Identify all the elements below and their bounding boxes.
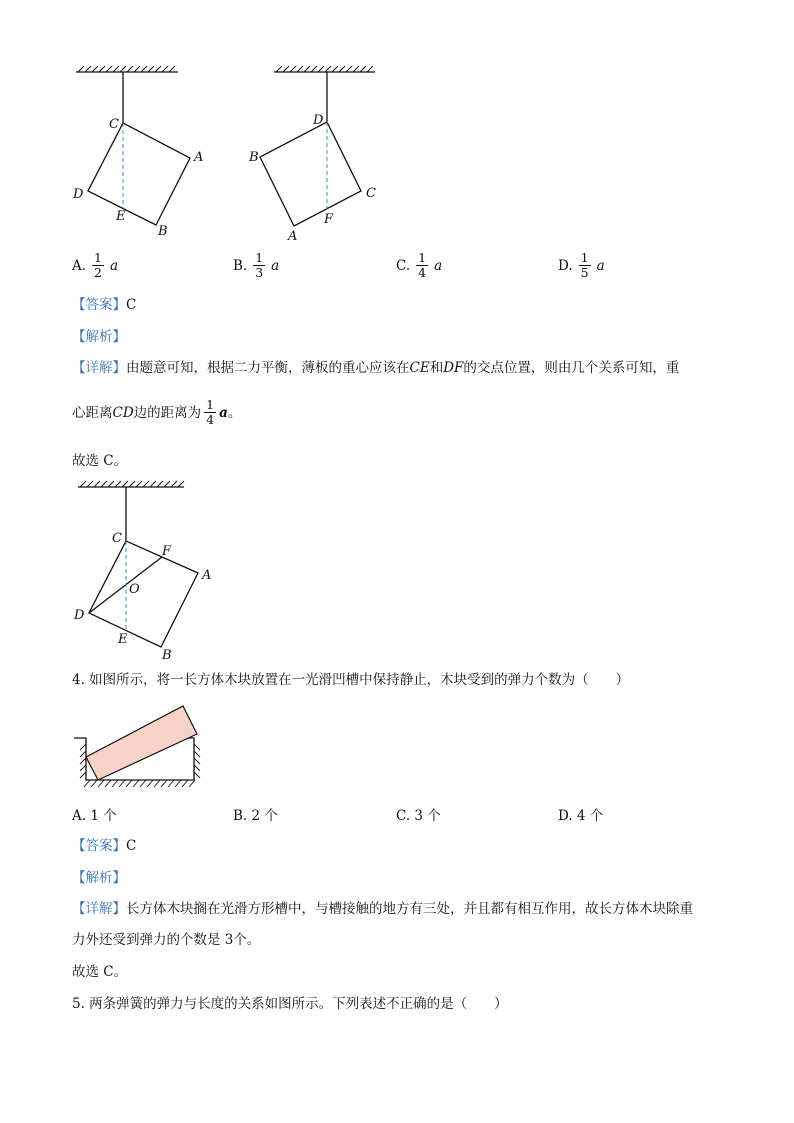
answer-value: C: [126, 297, 137, 313]
answer-tag: 【答案】: [72, 297, 126, 313]
label-e: E: [118, 632, 128, 647]
q4-option-c[interactable]: C. 3 个: [396, 808, 441, 824]
detail-line-2: 心距离 CD 边的距离为 $\frac{1}{4}$ a 。: [72, 397, 242, 427]
option-a[interactable]: A. $\frac{1}{2}$ a: [72, 250, 119, 280]
q4-detail-line-2: 力外还受到弹力的个数是 3个。: [72, 932, 261, 948]
q4-conclusion: 故选 C。: [72, 964, 128, 980]
q4-answer-line: 【答案】C: [72, 838, 137, 854]
label-f: F: [324, 212, 334, 227]
label-d: D: [73, 187, 84, 202]
figure-centroid: [60, 475, 230, 665]
wood-block: [86, 706, 197, 780]
label-f: F: [162, 544, 172, 559]
option-b[interactable]: B. $\frac{1}{3}$ a: [233, 250, 280, 280]
label-a: A: [288, 229, 298, 244]
question-5: 5. 两条弹簧的弹力与长度的关系如图所示。下列表述不正确的是（ ）: [72, 996, 508, 1012]
q4-option-a[interactable]: A. 1 个: [72, 808, 117, 824]
option-d[interactable]: D. $\frac{1}{5}$ a: [558, 250, 605, 280]
label-b: B: [249, 150, 259, 165]
label-d: D: [313, 113, 324, 128]
label-o: O: [129, 582, 140, 597]
label-b: B: [158, 224, 168, 239]
label-a: A: [202, 568, 212, 583]
q4-option-d[interactable]: D. 4 个: [558, 808, 604, 824]
figure-square-hung-c: [60, 60, 220, 245]
label-c: C: [366, 186, 376, 201]
detail-line-1: 【详解】由题意可知，根据二力平衡，薄板的重心应该在CE和DF的交点位置，则由几个关系可知，重: [72, 360, 680, 376]
q4-analysis-tag: 【解析】: [72, 870, 126, 886]
figure-square-hung-d: [240, 60, 400, 245]
label-e: E: [116, 209, 126, 224]
figure-block-in-groove: [66, 700, 206, 795]
label-a: A: [194, 150, 204, 165]
label-c: C: [112, 531, 122, 546]
question-4: 4. 如图所示，将一长方体木块放置在一光滑凹槽中保持静止，木块受到的弹力个数为（ ）: [72, 672, 630, 688]
label-c: C: [109, 117, 119, 132]
option-c[interactable]: C. $\frac{1}{4}$ a: [396, 250, 443, 280]
analysis-tag: 【解析】: [72, 329, 126, 345]
label-d: D: [74, 608, 85, 623]
q4-detail-line-1: 【详解】长方体木块搁在光滑方形槽中，与槽接触的地方有三处，并且都有相互作用，故长方体木块除重: [72, 901, 693, 917]
conclusion: 故选 C。: [72, 453, 128, 469]
q4-option-b[interactable]: B. 2 个: [233, 808, 278, 824]
label-b: B: [162, 648, 172, 663]
answer-line: [72, 295, 136, 315]
